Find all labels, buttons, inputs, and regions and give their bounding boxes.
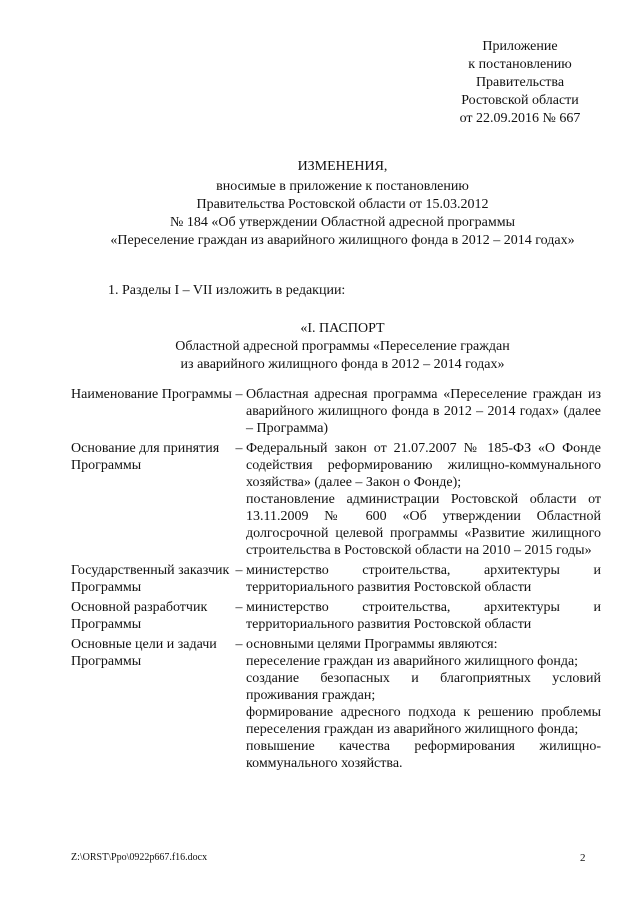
passport-row [71,599,601,633]
passport-heading [60,320,625,374]
title-line: Правительства Ростовской области от 15.03.2012 [196,197,489,212]
document-title [60,158,625,250]
passport-row [71,562,601,596]
passport-line: из аварийного жилищного фонда в 2012 – 2014 годах» [180,357,505,372]
row-value [246,386,601,437]
row-paragraph: постановление администрации Ростовской области от 13.11.2009 № 600 «Об утверждении Областной долгосрочной целевой программы «Развитие жилищного строительства в Ростовской области на 2010 – 2015 годы» [246,492,601,558]
title-heading: ИЗМЕНЕНИЯ, [297,159,388,174]
row-value [246,599,601,633]
row-paragraph: формирование адресного подхода к решению проблемы переселения граждан из аварийного жилищного фонда; [246,705,601,737]
row-paragraph: переселение граждан из аварийного жилищного фонда; [246,654,579,669]
row-dash: – [235,600,243,615]
row-paragraph: создание безопасных и благоприятных условий проживания граждан; [246,671,601,703]
footer-file-path: Z:\ORST\Ppo\0922p667.f16.docx [71,852,208,863]
passport-row [71,386,601,437]
row-value [246,562,601,596]
row-value [246,440,601,559]
row-dash: – [235,387,243,402]
page-number: 2 [580,852,586,864]
title-line: № 184 «Об утверждении Областной адресной программы [169,215,515,230]
appendix-line: Приложение [482,39,558,54]
row-dash: – [235,637,243,652]
row-label: Основные цели и задачи Программы [71,637,217,669]
appendix-line: Правительства [475,75,565,90]
row-dash: – [235,563,243,578]
appendix-line: к постановлению [468,57,572,72]
appendix-note [420,38,620,128]
row-paragraph: министерство строительства, архитектуры и территориального развития Ростовской области [246,600,601,632]
title-line: вносимые в приложение к постановлению [216,179,469,194]
title-line: «Переселение граждан из аварийного жилищного фонда в 2012 – 2014 годах» [110,233,575,248]
row-label: Государственный заказчик Программы [71,563,230,595]
row-label: Наименование Программы [71,387,232,402]
appendix-line: Ростовской области [461,93,579,108]
row-dash: – [235,441,243,456]
row-value [246,636,601,772]
row-label: Основание для принятия Программы [71,441,220,473]
passport-row [71,636,601,772]
passport-line: Областной адресной программы «Переселение граждан [175,339,510,354]
passport-title: «I. ПАСПОРТ [300,321,385,336]
passport-table [71,386,601,775]
section-item: 1. Разделы I – VII изложить в редакции: [108,283,346,298]
row-paragraph: министерство строительства, архитектуры и территориального развития Ростовской области [246,563,601,595]
passport-row [71,440,601,559]
appendix-line: от 22.09.2016 № 667 [459,111,581,126]
row-label: Основной разработчик Программы [71,600,208,632]
row-paragraph: Федеральный закон от 21.07.2007 № 185-ФЗ «О Фонде содействия реформированию жилищно-коммунального хозяйства» (далее – Закон о Фонде); [246,441,601,490]
row-paragraph: Областная адресная программа «Переселение граждан из аварийного жилищного фонда в 2012 – 2014 годах» (далее – Программа) [246,387,601,436]
row-paragraph: повышение качества реформирования жилищно-коммунального хозяйства. [246,739,601,771]
row-paragraph: основными целями Программы являются: [246,637,498,652]
